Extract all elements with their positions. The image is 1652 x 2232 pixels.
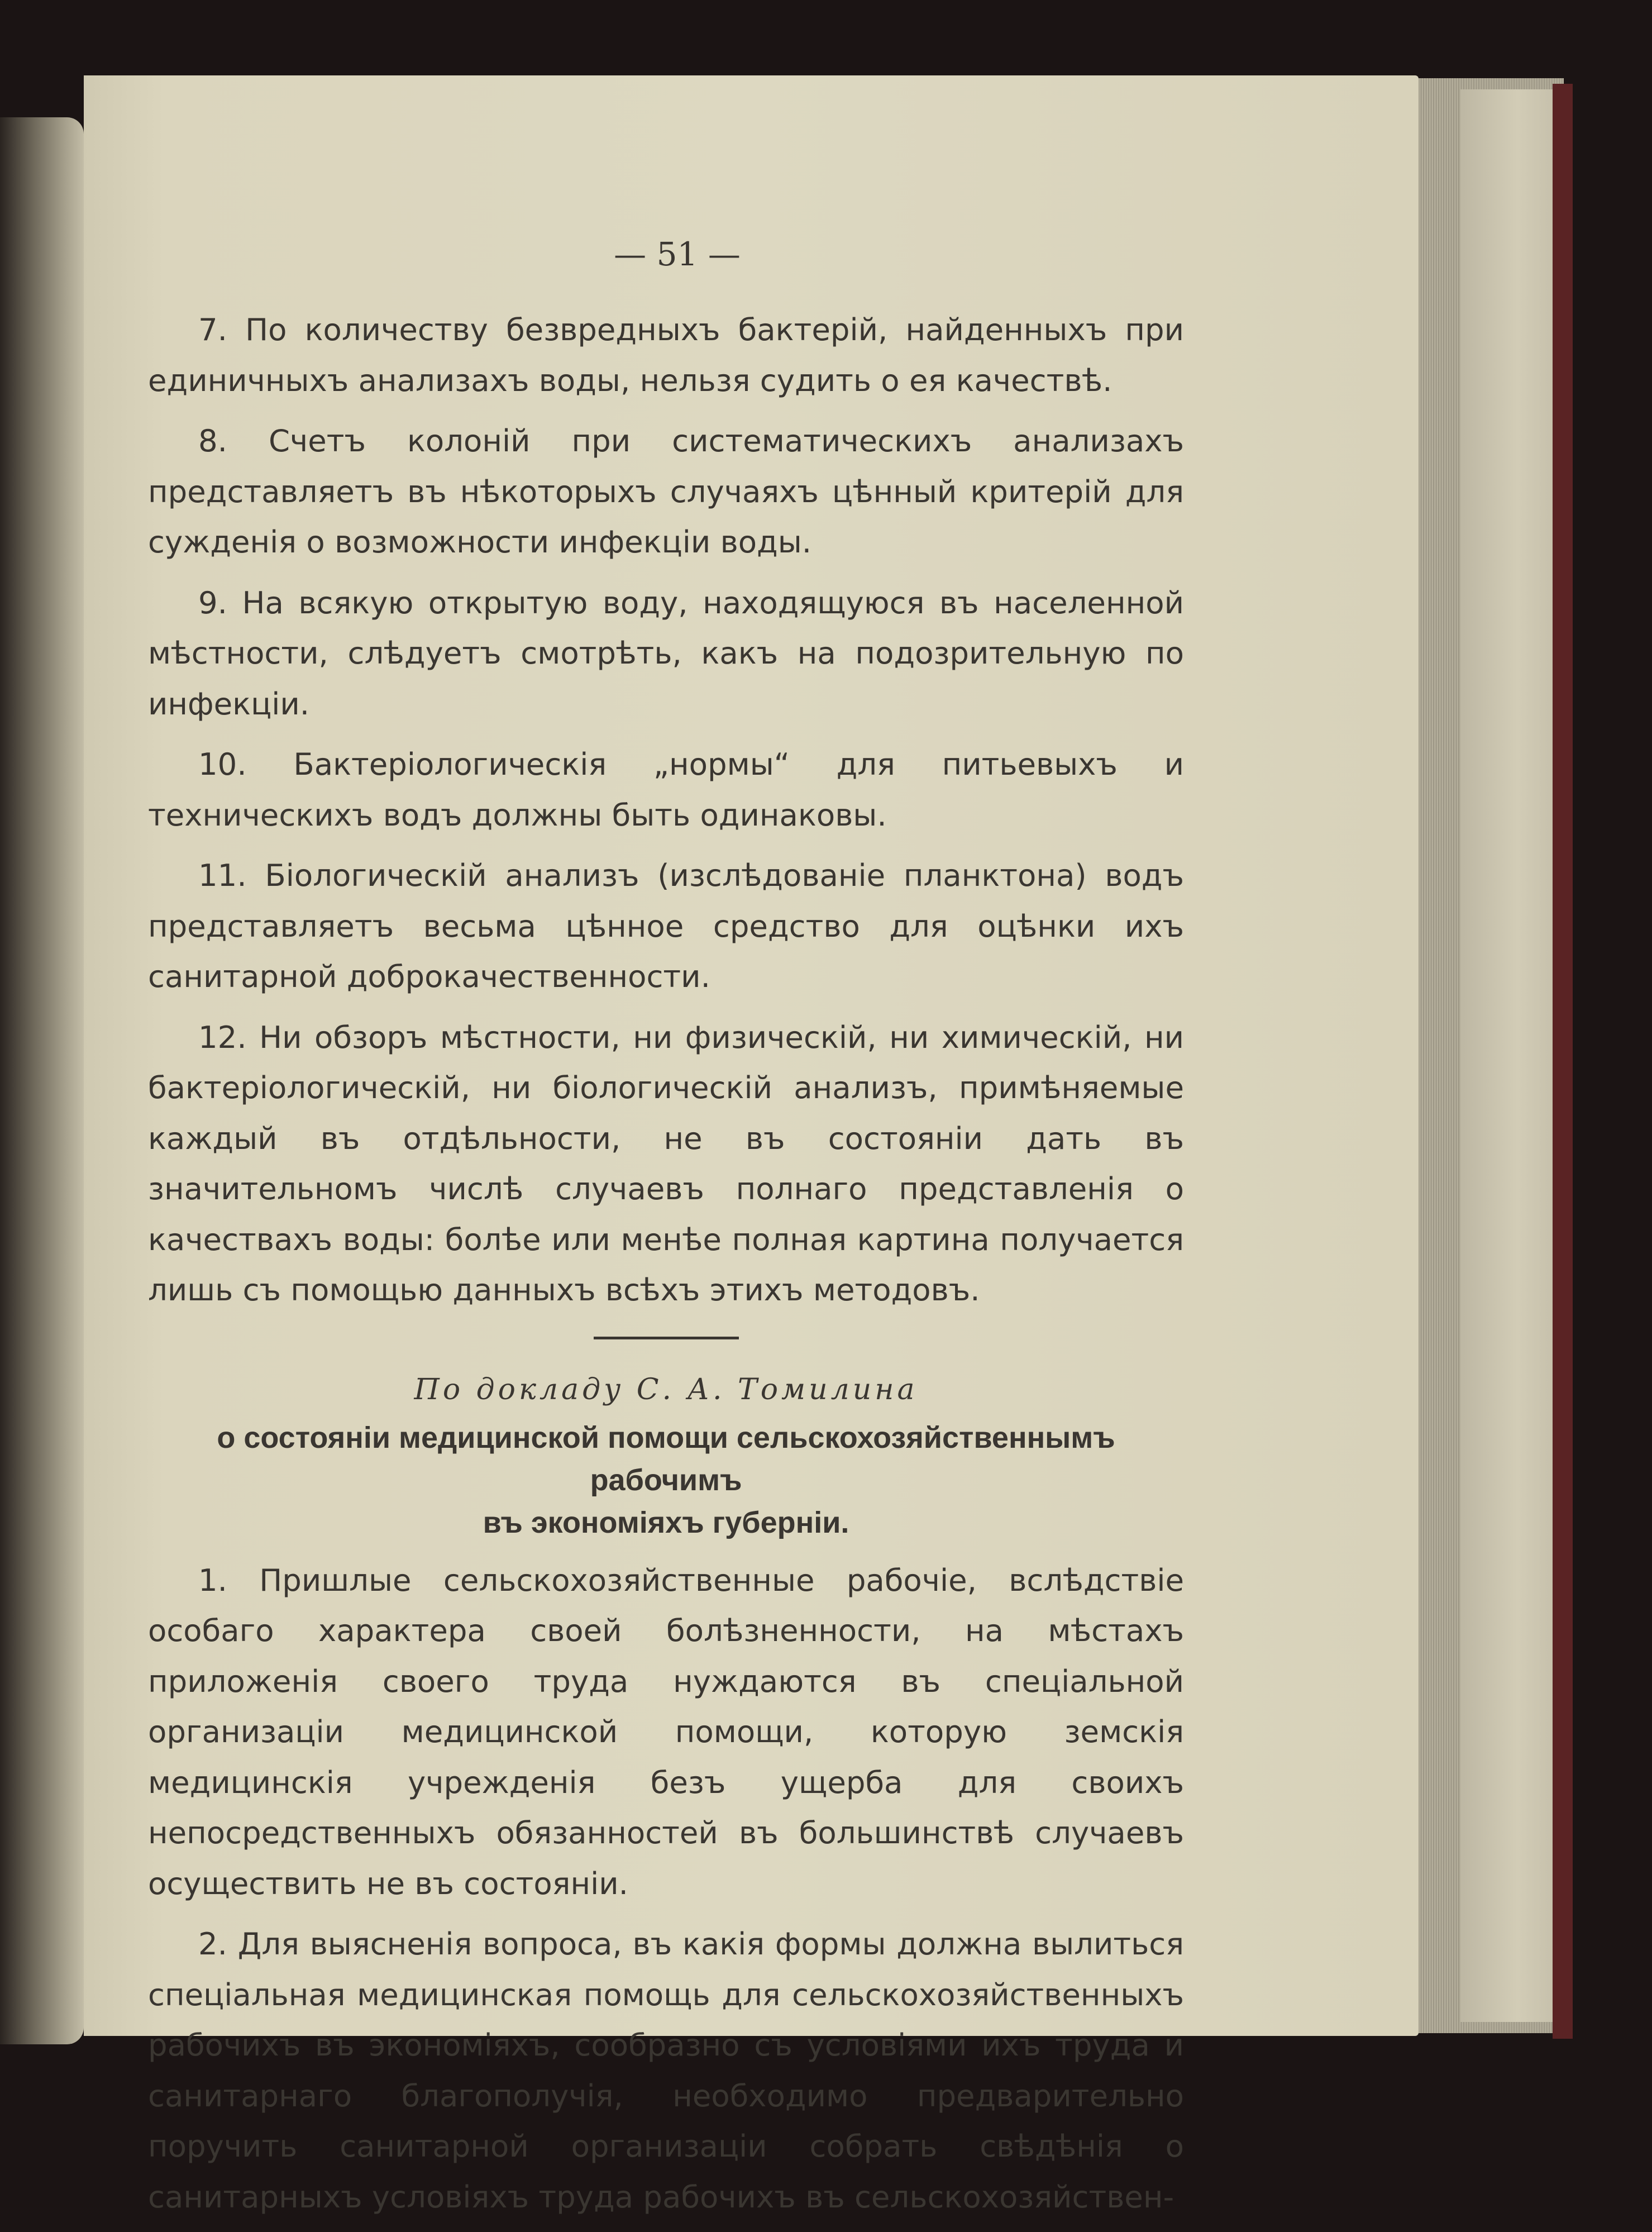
section-heading-title <box>148 1417 1184 1544</box>
section-heading-line-2: въ экономіяхъ губерніи. <box>483 1505 849 1539</box>
book-cover-edge <box>1553 84 1573 2039</box>
paragraph-7: 7. По количеству безвредныхъ бактерій, найденныхъ при единичныхъ анализахъ воды, нельзя судить о ея качествѣ. <box>148 312 1184 398</box>
section-divider <box>594 1337 739 1339</box>
paragraph-8: 8. Счетъ колоній при систематическихъ анализахъ представляетъ въ нѣкоторыхъ случаяхъ цѣнный критерій для сужденія о возможности инфекціи воды. <box>148 423 1184 560</box>
paragraph-2: 2. Для выясненія вопроса, въ какія формы должна вылиться спеціальная медицинская помощь для сельскохозяйственныхъ рабочихъ въ экономіяхъ, сообразно съ условіями ихъ труда и санитарнаго благополучія, необходимо предварительно поручить санитарной организаціи собрать свѣдѣнія о санитарныхъ условіяхъ труда рабочихъ въ сельскохозяйствен- <box>148 1926 1184 2215</box>
page-text <box>148 235 1184 2232</box>
page-edges-inner <box>1460 89 1555 2022</box>
paragraph-11: 11. Біологическій анализъ (изслѣдованіе планктона) водъ представляетъ весьма цѣнное средство для оцѣнки ихъ санитарной доброкачественности. <box>148 857 1184 994</box>
paragraph-10: 10. Бактеріологическія „нормы“ для питьевыхъ и техническихъ водъ должны быть одинаковы. <box>148 746 1184 833</box>
paragraph-9: 9. На всякую открытую воду, находящуюся въ населенной мѣстности, слѣдуетъ смотрѣть, какъ на подозрительную по инфекціи. <box>148 584 1184 722</box>
page-number: — 51 — <box>614 235 741 273</box>
paragraph-1: 1. Пришлые сельскохозяйственные рабочіе, вслѣдствіе особаго характера своей болѣзненности, на мѣстахъ приложенія своего труда нуждаются въ спеціальной организаціи медицинской помощи, которую земскія медицинскія учрежденія безъ ущерба для своихъ непосредственныхъ обязанностей въ большинствѣ случаевъ осуществить не въ состояніи. <box>148 1562 1184 1901</box>
section-heading-line-1: о состояніи медицинской помощи сельскохозяйственнымъ рабочимъ <box>217 1420 1115 1497</box>
paragraph-12: 12. Ни обзоръ мѣстности, ни физическій, ни химическій, ни бактеріологическій, ни біологическій анализъ, примѣняемые каждый въ отдѣльности, не въ состояніи дать въ значительномъ числѣ случаевъ полнаго представленія о качествахъ воды: болѣе или менѣе полная картина получается лишь съ помощью данныхъ всѣхъ этихъ методовъ. <box>148 1019 1184 1308</box>
section-heading-intro: По докладу С. А. Томилина <box>414 1372 918 1406</box>
left-page-edge <box>0 117 84 2044</box>
